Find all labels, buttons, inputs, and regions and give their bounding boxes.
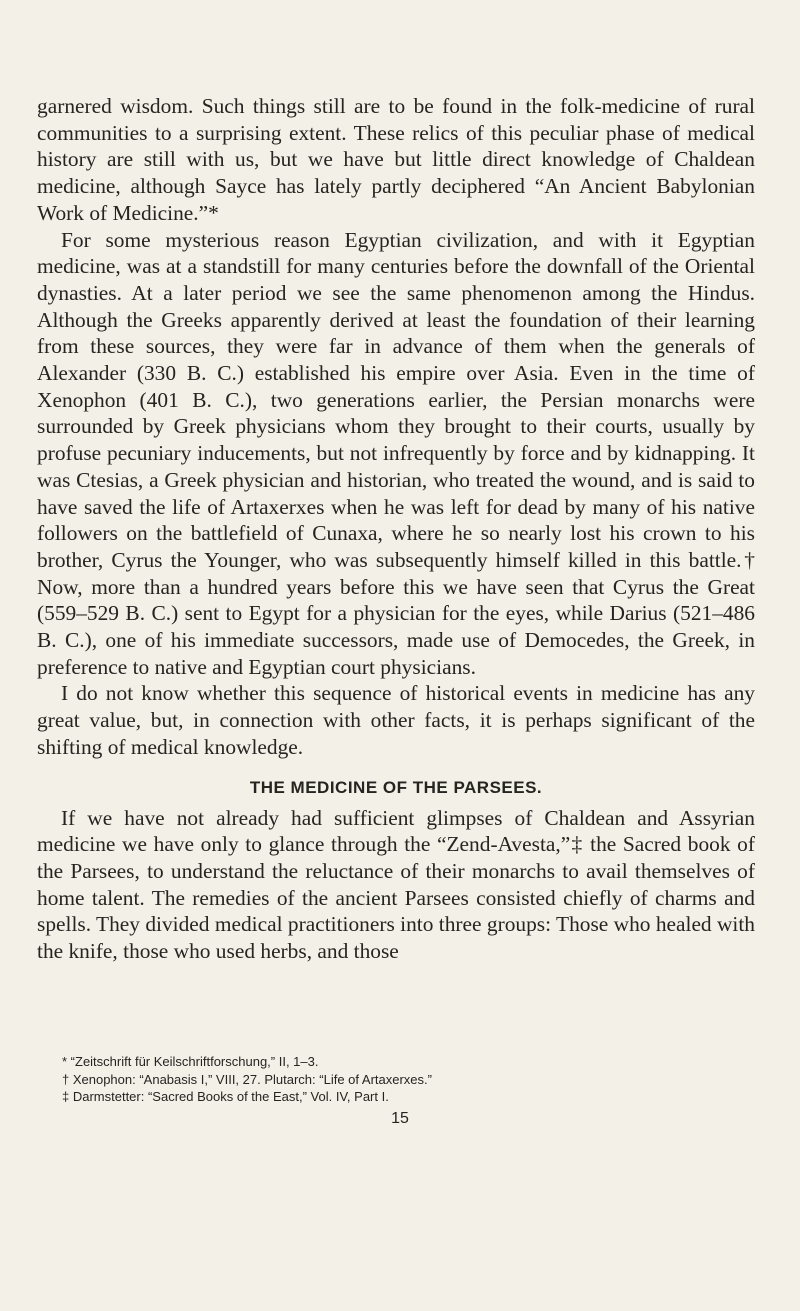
paragraph-chaldean-medicine: garnered wisdom. Such things still are to be found in the folk-medicine of rural communities to a surprising extent. These relics of this peculiar phase of medical history are still with us, but we have but little direct knowledge of Chaldean medicine, although Sayce has lately partly deciphered “An Ancient Babylonian Work of Medicine.”* <box>37 94 755 225</box>
footnotes <box>62 1053 752 1106</box>
section-heading: THE MEDICINE OF THE PARSEES. <box>249 777 543 797</box>
page-number: 15 <box>391 1110 409 1127</box>
paragraph-historical-sequence: I do not know whether this sequence of historical events in medicine has any great value, but, in connection with other facts, it is perhaps significant of the shifting of medical knowledge. <box>37 681 755 759</box>
footnote-3: ‡ Darmstetter: “Sacred Books of the East,” Vol. IV, Part I. <box>62 1089 389 1104</box>
footnote-2: † Xenophon: “Anabasis I,” VIII, 27. Plutarch: “Life of Artaxerxes.” <box>62 1071 432 1087</box>
paragraph-egyptian-medicine: For some mysterious reason Egyptian civilization, and with it Egyptian medicine, was at a standstill for many centuries before the downfall of the Oriental dynasties. At a later period we see the same phenomenon among the Hindus. Although the Greeks apparently derived at least the foundation of their learning from these sources, they were far in advance of them when the generals of Alexander (330 B. C.) established his empire over Asia. Even in the time of Xenophon (401 B. C.), two generations earlier, the Persian monarchs were surrounded by Greek physicians whom they brought to their courts, usually by profuse pecuniary inducements, but not infrequently by force and by kidnapping. It was Ctesias, a Greek physician and historian, who treated the wound, and is said to have saved the life of Artaxerxes when he was left for dead by many of his native followers on the battlefield of Cunaxa, where he so nearly lost his crown to his brother, Cyrus the Younger, who was subsequently himself killed in this battle.† Now, more than a hundred years before this we have seen that Cyrus the Great (559–529 B. C.) sent to Egypt for a physician for the eyes, while Darius (521–486 B. C.), one of his immediate successors, made use of Democedes, the Greek, in preference to native and Egyptian court physicians. <box>37 227 755 679</box>
paragraph-parsees-medicine: If we have not already had sufficient glimpses of Chaldean and Assyrian medicine we have only to glance through the “Zend-Avesta,”‡ the Sacred book of the Parsees, to understand the reluctance of their monarchs to avail themselves of home talent. The remedies of the ancient Parsees consisted chiefly of charms and spells. They divided medical practitioners into three groups: Those who healed with the knife, those who used herbs, and those <box>37 805 756 964</box>
page-body <box>37 93 755 965</box>
footnote-1: * “Zeitschrift für Keilschriftforschung,” II, 1–3. <box>62 1054 319 1069</box>
